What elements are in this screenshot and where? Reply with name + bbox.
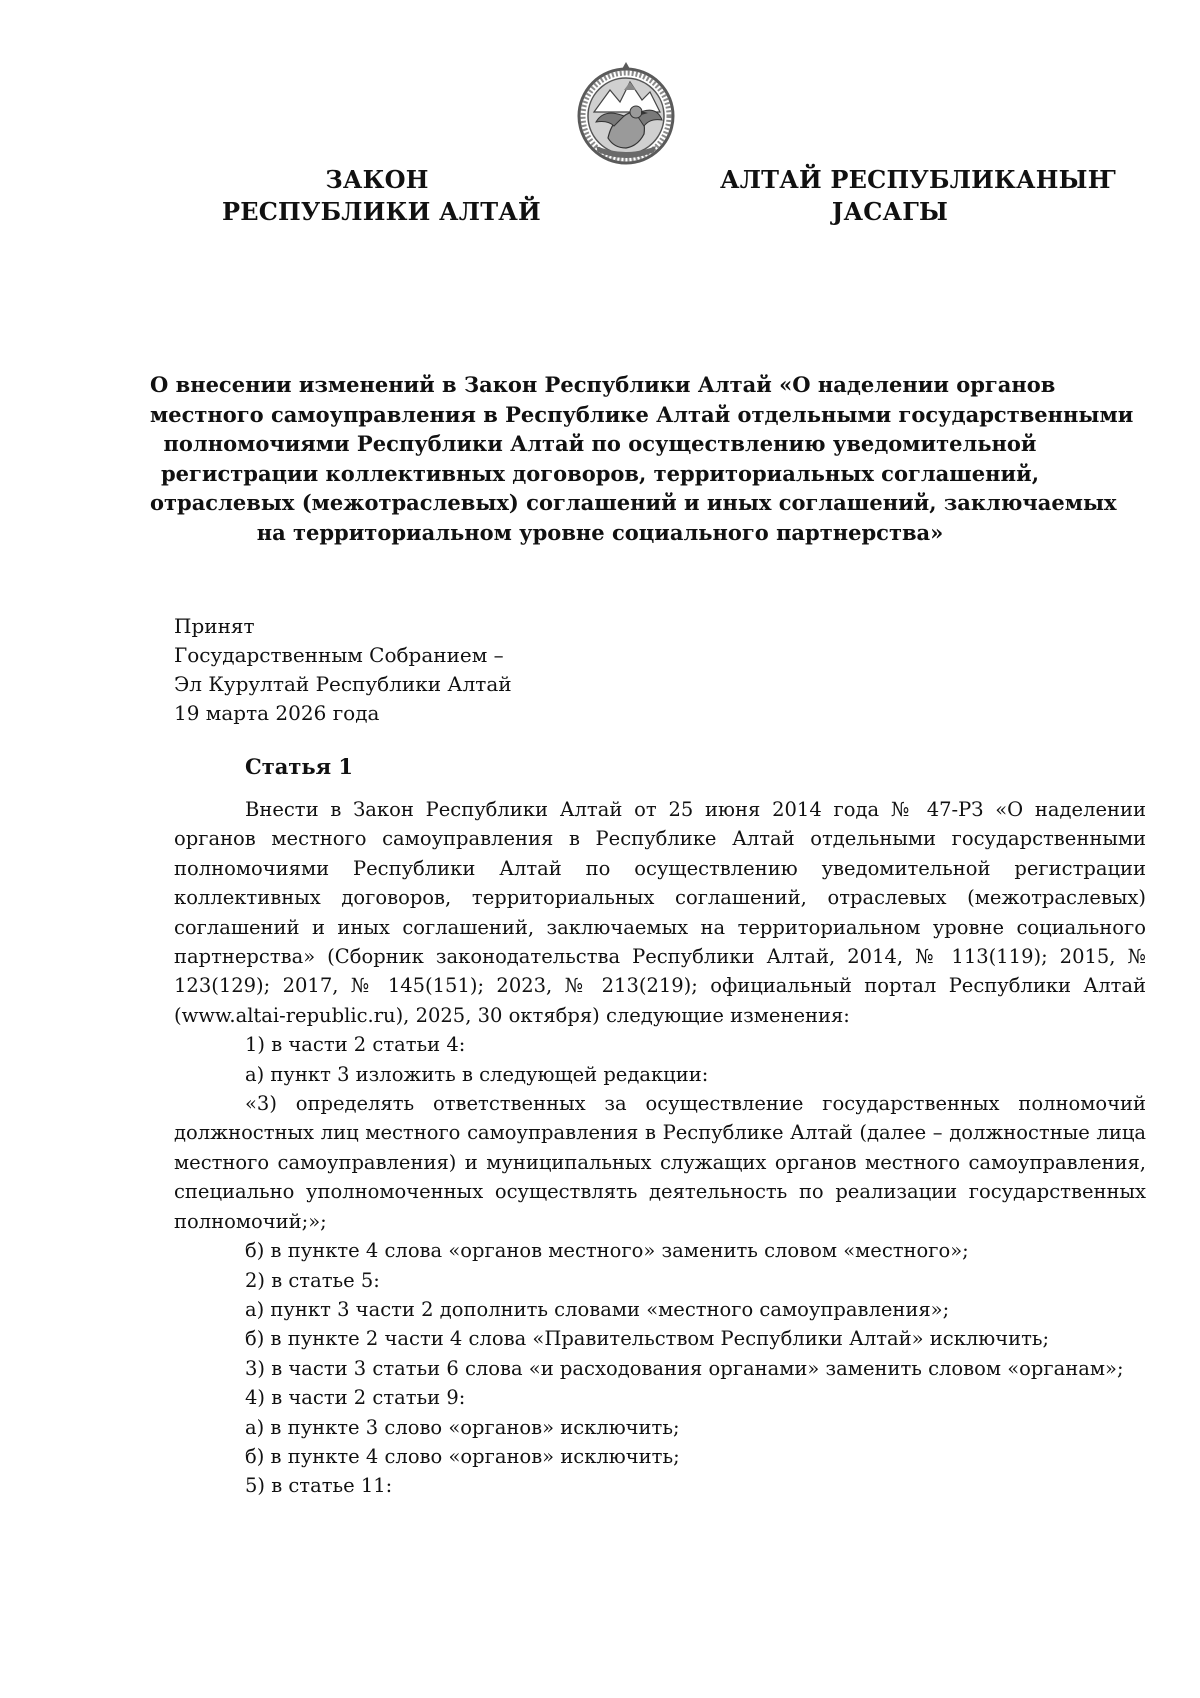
article-paragraph: б) в пункте 2 части 4 слова «Правительством Республики Алтай» исключить; — [245, 1327, 1050, 1351]
header-left-russian — [222, 164, 541, 228]
article-paragraph: 2) в статье 5: — [245, 1268, 380, 1292]
coat-of-arms-emblem — [574, 54, 678, 172]
article-paragraph: «3) определять ответственных за осуществление государственных полномочий должностных лиц местного самоуправления в Республике Алтай (далее – должностные лица местного самоуправления) и муниципальных служащих органов местного самоуправления, специально уполномоченных осуществлять деятельность по реализации государственных полномочий;»; — [174, 1092, 1146, 1233]
article-heading: Статья 1 — [245, 754, 354, 779]
article-paragraph: 3) в части 3 статьи 6 слова «и расходования органами» заменить словом «органам»; — [245, 1356, 1124, 1380]
article-paragraph: б) в пункте 4 слова «органов местного» заменить словом «местного»; — [245, 1239, 969, 1263]
adoption-block — [174, 612, 512, 728]
article-paragraph: а) в пункте 3 слово «органов» исключить; — [245, 1415, 680, 1439]
article-paragraph: б) в пункте 4 слово «органов» исключить; — [245, 1444, 680, 1468]
title-line: О внесении изменений в Закон Республики Алтай «О наделении органов — [150, 372, 1056, 397]
header-left-line2: РЕСПУБЛИКИ АЛТАЙ — [222, 197, 541, 226]
adoption-line: Принят — [174, 614, 255, 638]
header-right-line1: АЛТАЙ РЕСПУБЛИКАНЫҤ — [720, 165, 1116, 194]
header-right-line2: ЈАСАГЫ — [831, 197, 949, 226]
coat-of-arms-icon — [574, 54, 678, 172]
header-right-altai — [720, 164, 1116, 228]
adoption-line: Эл Курултай Республики Алтай — [174, 672, 512, 696]
title-line: полномочиями Республики Алтай по осуществлению уведомительной — [163, 431, 1037, 456]
article-body — [174, 795, 1146, 1501]
article-paragraph: 4) в части 2 статьи 9: — [245, 1386, 466, 1410]
adoption-line: Государственным Собранием – — [174, 643, 504, 667]
law-title — [150, 370, 1134, 547]
article-paragraph: 1) в части 2 статьи 4: — [245, 1033, 466, 1057]
adoption-date: 19 марта 2026 года — [174, 701, 380, 725]
title-line: отраслевых (межотраслевых) соглашений и иных соглашений, заключаемых — [150, 490, 1117, 515]
article-paragraph: а) пункт 3 изложить в следующей редакции: — [245, 1062, 709, 1086]
article-paragraph: Внести в Закон Республики Алтай от 25 июня 2014 года № 47-РЗ «О наделении органов местного самоуправления в Республике Алтай отдельными государственными полномочиями Республики Алтай по осуществлению уведомительной регистрации коллективных договоров, территориальных соглашений, отраслевых (межотраслевых) соглашений и иных соглашений, заключаемых на территориальном уровне социального партнерства» (Сборник законодательства Республики Алтай, 2014, № 113(119); 2015, № 123(129); 2017, № 145(151); 2023, № 213(219); официальный портал Республики Алтай (www.altai-republic.ru), 2025, 30 октября) следующие изменения: — [174, 798, 1146, 1027]
article-paragraph: 5) в статье 11: — [245, 1474, 393, 1498]
title-line: местного самоуправления в Республике Алтай отдельными государственными — [150, 401, 1134, 427]
title-line: на территориальном уровне социального партнерства» — [256, 519, 944, 545]
article-paragraph: а) пункт 3 части 2 дополнить словами «местного самоуправления»; — [245, 1297, 950, 1321]
header-left-line1: ЗАКОН — [325, 165, 429, 194]
title-line: регистрации коллективных договоров, территориальных соглашений, — [160, 460, 1040, 486]
